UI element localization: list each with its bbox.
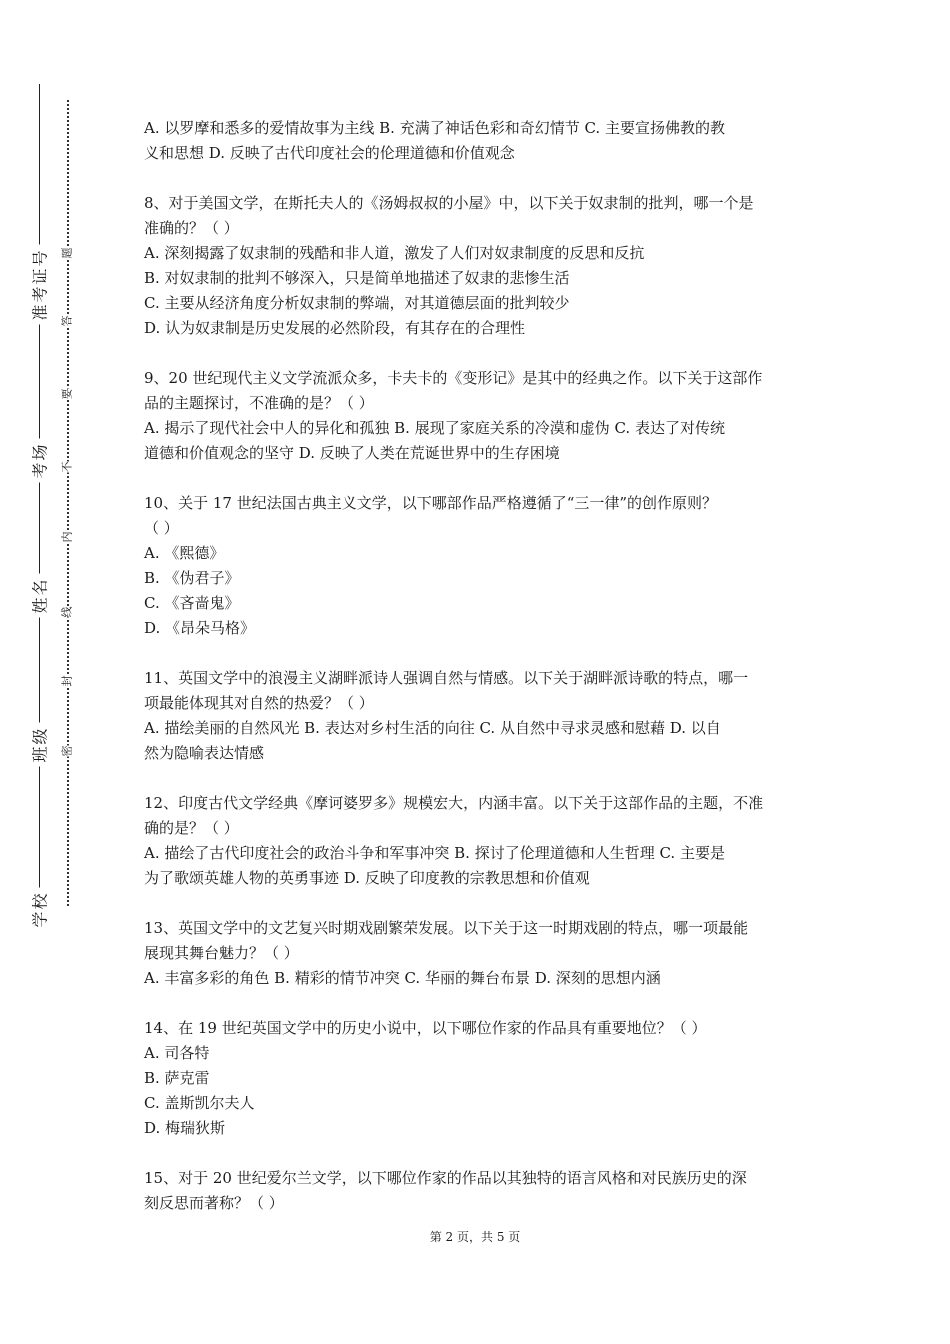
question-stem: 展现其舞台魅力？（ ） [144,944,299,962]
seal-char: 答 [60,315,73,327]
question-stem: 项最能体现其对自然的热爱？（ ） [144,694,374,712]
question-stem: 刻反思而著称？（ ） [144,1194,284,1212]
question-stem: 9、20 世纪现代主义文学流派众多，卡夫卡的《变形记》是其中的经典之作。以下关于这部作 [144,369,763,387]
option-a: A. 深刻揭露了奴隶制的残酷和非人道，激发了人们对奴隶制度的反思和反抗 [144,244,645,262]
option-b: B. 对奴隶制的批判不够深入，只是简单地描述了奴隶的悲惨生活 [144,269,570,287]
seal-char: 封 [60,675,73,687]
option-d: D. 认为奴隶制是历史发展的必然阶段，有其存在的合理性 [144,319,526,337]
question-stem: 准确的？（ ） [144,219,239,237]
seal-char: 不 [60,461,73,473]
question-options: A. 揭示了现代社会中人的异化和孤独 B. 展现了家庭关系的冷漠和虚伪 C. 表达了对传统 [144,419,725,437]
question-line: A. 以罗摩和悉多的爱情故事为主线 B. 充满了神话色彩和奇幻情节 C. 主要宣扬佛教的教 [144,119,725,137]
question-options: 道德和价值观念的坚守 D. 反映了人类在荒诞世界中的生存困境 [144,444,560,462]
question-9 [144,366,808,466]
seal-char: 内 [60,531,73,543]
question-stem: 10、关于 17 世纪法国古典主义文学，以下哪部作品严格遵循了“三一律”的创作原则？ [144,494,718,512]
question-15 [144,1166,808,1216]
option-b: B. 萨克雷 [144,1069,210,1087]
question-options: A. 丰富多彩的角色 B. 精彩的情节冲突 C. 华丽的舞台布景 D. 深刻的思想内涵 [144,969,661,987]
question-stem: 11、英国文学中的浪漫主义湖畔派诗人强调自然与情感。以下关于湖畔派诗歌的特点，哪一 [144,669,749,687]
question-7-options [144,116,808,166]
question-10 [144,491,808,641]
question-options: A. 描绘了古代印度社会的政治斗争和军事冲突 B. 探讨了伦理道德和人生哲理 C. 主要是 [144,844,725,862]
question-list [144,116,808,1241]
question-stem: 品的主题探讨，不准确的是？（ ） [144,394,374,412]
exam-room-label: 考场 [21,412,57,508]
option-d: D. 《昂朵马格》 [144,619,256,637]
question-options: A. 描绘美丽的自然风光 B. 表达对乡村生活的向往 C. 从自然中寻求灵感和慰藉 D. 以自 [144,719,721,737]
exam-number-label: 准考证号 [21,236,57,332]
seal-dotted-line [67,100,69,906]
option-a: A. 司各特 [144,1044,210,1062]
question-13 [144,916,808,991]
question-stem: 确的是？（ ） [144,819,239,837]
question-options: 为了歌颂英雄人物的英勇事迹 D. 反映了印度教的宗教思想和价值观 [144,869,590,887]
binding-margin [0,0,120,1344]
question-options: 然为隐喻表达情感 [144,744,265,762]
question-12 [144,791,808,891]
question-stem: 15、对于 20 世纪爱尔兰文学，以下哪位作家的作品以其独特的语言风格和对民族历史的深 [144,1169,747,1187]
option-a: A. 《熙德》 [144,544,225,562]
option-c: C. 盖斯凯尔夫人 [144,1094,255,1112]
option-c: C. 主要从经济角度分析奴隶制的弊端，对其道德层面的批判较少 [144,294,570,312]
question-stem: 12、印度古代文学经典《摩诃婆罗多》规模宏大，内涵丰富。以下关于这部作品的主题，不准 [144,794,764,812]
seal-char: 密 [60,745,73,757]
question-stem: 13、英国文学中的文艺复兴时期戏剧繁荣发展。以下关于这一时期戏剧的特点，哪一项最能 [144,919,749,937]
class-label: 班级 [21,696,57,792]
name-label: 姓名 [21,547,57,643]
option-b: B. 《伪君子》 [144,569,240,587]
question-stem: 14、在 19 世纪英国文学中的历史小说中，以下哪位作家的作品具有重要地位？（ ） [144,1019,707,1037]
seal-char: 题 [60,247,73,259]
question-8 [144,191,808,341]
page-number: 第 2 页，共 5 页 [429,1230,521,1244]
question-11 [144,666,808,766]
school-label: 学校 [21,861,57,957]
seal-char: 要 [60,388,73,400]
option-d: D. 梅瑞狄斯 [144,1119,226,1137]
question-line: 义和思想 D. 反映了古代印度社会的伦理道德和价值观念 [144,144,515,162]
question-stem: （ ） [144,519,179,537]
option-c: C. 《吝啬鬼》 [144,594,240,612]
question-14 [144,1016,808,1141]
question-stem: 8、对于美国文学，在斯托夫人的《汤姆叔叔的小屋》中，以下关于奴隶制的批判，哪一个是 [144,194,754,212]
seal-char: 线 [60,606,73,618]
